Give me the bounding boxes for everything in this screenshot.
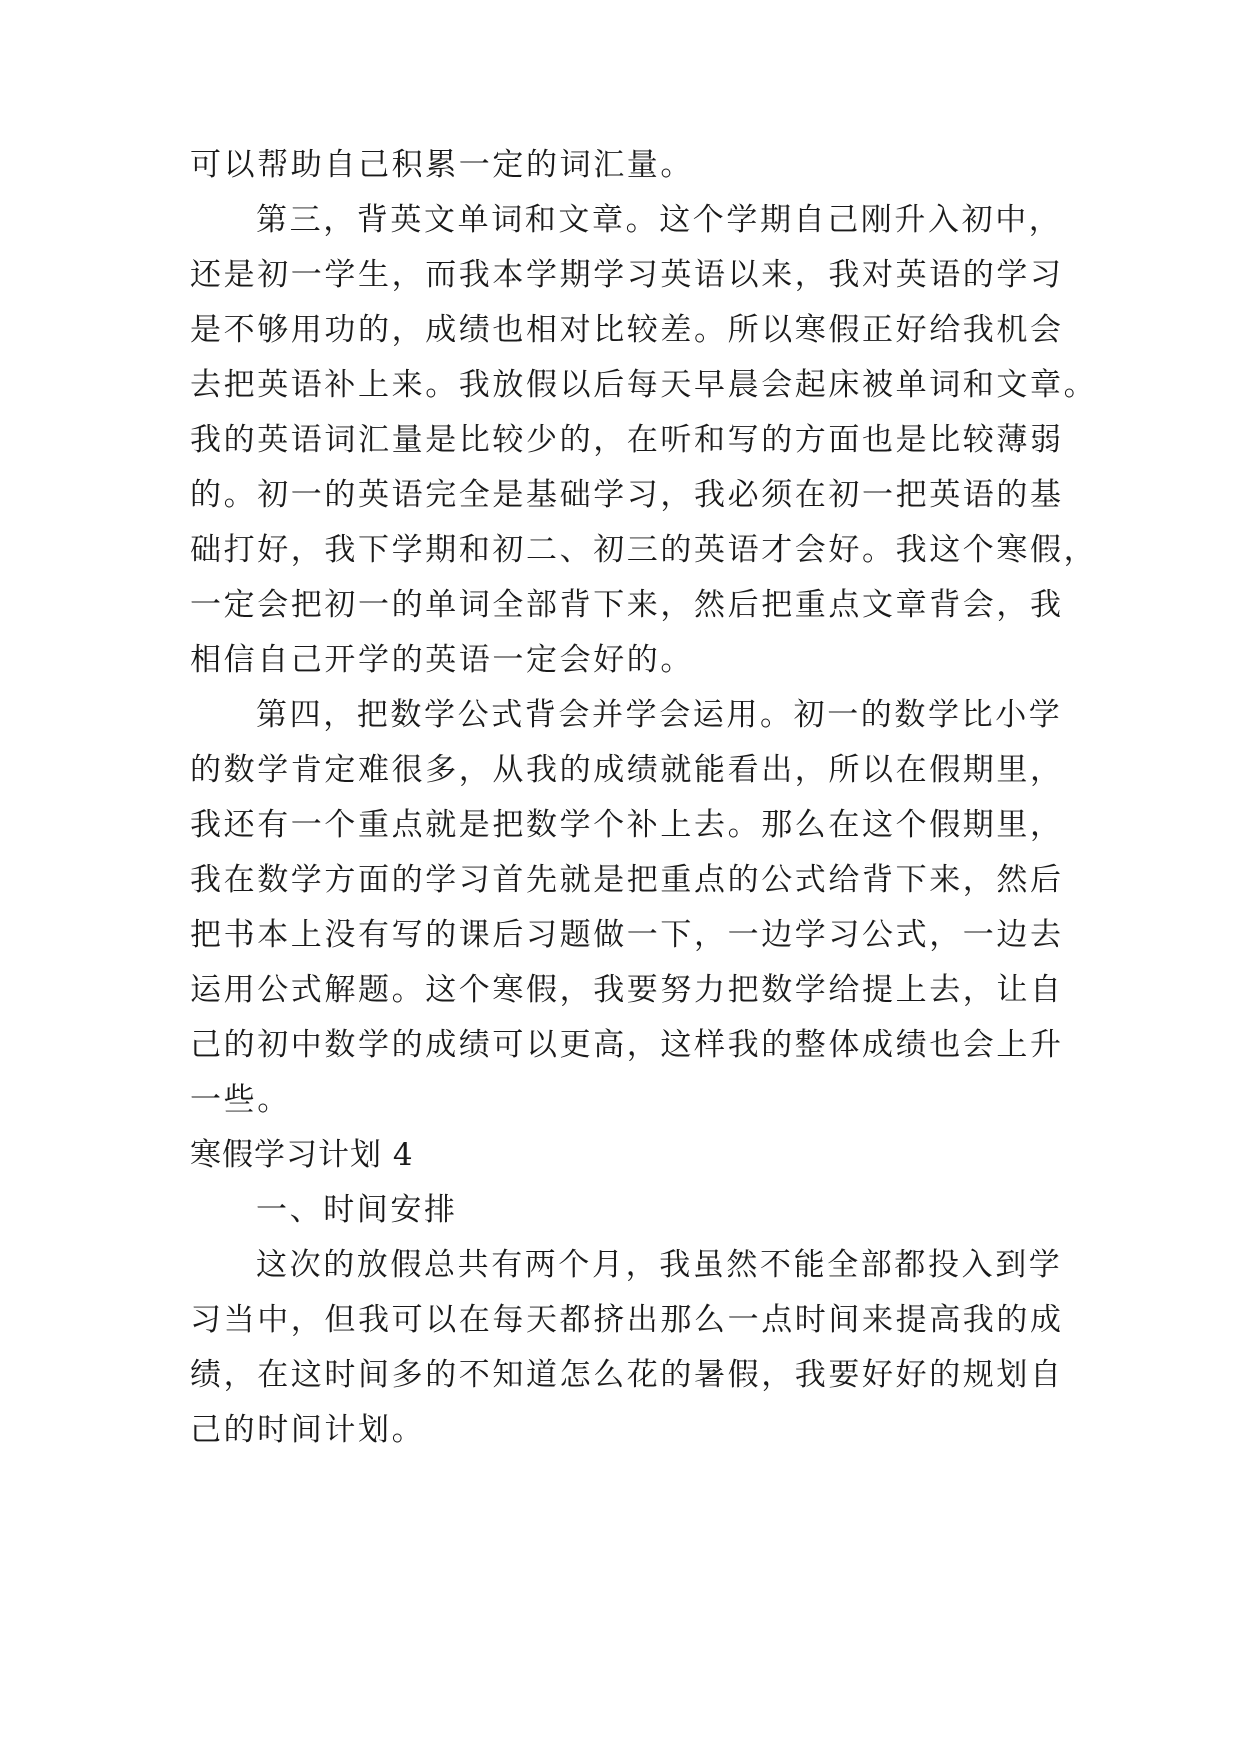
text-line: 我在数学方面的学习首先就是把重点的公式给背下来，然后 bbox=[190, 862, 1064, 898]
text-line: 把书本上没有写的课后习题做一下，一边学习公式，一边去 bbox=[190, 917, 1064, 953]
paragraph-first-line: 第三，背英文单词和文章。这个学期自己刚升入初中， bbox=[256, 202, 1063, 238]
text-line: 相信自己开学的英语一定会好的。 bbox=[190, 642, 694, 678]
section-heading: 寒假学习计划 4 bbox=[190, 1137, 414, 1173]
paragraph-first-line: 这次的放假总共有两个月，我虽然不能全部都投入到学 bbox=[256, 1247, 1063, 1283]
text-line: 还是初一学生，而我本学期学习英语以来，我对英语的学习 bbox=[190, 257, 1064, 293]
text-line: 础打好，我下学期和初二、初三的英语才会好。我这个寒假， bbox=[190, 532, 1098, 568]
text-line: 我还有一个重点就是把数学个补上去。那么在这个假期里， bbox=[190, 807, 1064, 843]
paragraph-first-line: 第四，把数学公式背会并学会运用。初一的数学比小学 bbox=[256, 697, 1063, 733]
text-line: 习当中，但我可以在每天都挤出那么一点时间来提高我的成 bbox=[190, 1302, 1064, 1338]
text-line: 去把英语补上来。我放假以后每天早晨会起床被单词和文章。 bbox=[190, 367, 1098, 403]
text-line: 的。初一的英语完全是基础学习，我必须在初一把英语的基 bbox=[190, 477, 1064, 513]
text-line: 可以帮助自己积累一定的词汇量。 bbox=[190, 147, 694, 183]
text-line: 一定会把初一的单词全部背下来，然后把重点文章背会，我 bbox=[190, 587, 1064, 623]
text-line: 是不够用功的，成绩也相对比较差。所以寒假正好给我机会 bbox=[190, 312, 1064, 348]
text-line: 己的初中数学的成绩可以更高，这样我的整体成绩也会上升 bbox=[190, 1027, 1064, 1063]
text-line: 己的时间计划。 bbox=[190, 1412, 426, 1448]
text-line: 运用公式解题。这个寒假，我要努力把数学给提上去，让自 bbox=[190, 972, 1064, 1008]
text-line: 的数学肯定难很多，从我的成绩就能看出，所以在假期里， bbox=[190, 752, 1064, 788]
text-line: 绩，在这时间多的不知道怎么花的暑假，我要好好的规划自 bbox=[190, 1357, 1064, 1393]
subsection-heading: 一、时间安排 bbox=[256, 1192, 458, 1228]
text-line: 一些。 bbox=[190, 1082, 291, 1118]
text-line: 我的英语词汇量是比较少的，在听和写的方面也是比较薄弱 bbox=[190, 422, 1064, 458]
